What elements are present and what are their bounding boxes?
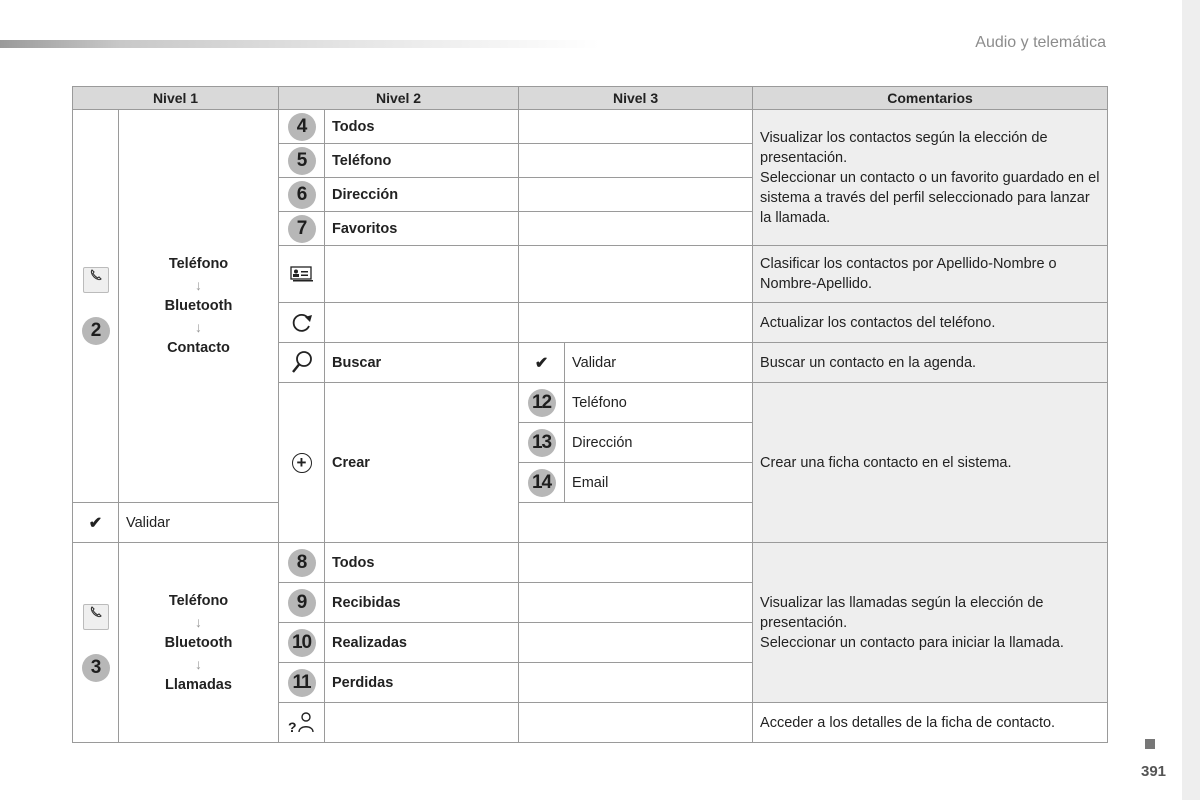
level2-label: Todos xyxy=(325,110,519,144)
comment-cell xyxy=(753,343,1108,383)
step-badge-3: 3 xyxy=(82,654,110,682)
checkmark-icon: ✔ xyxy=(73,503,119,543)
refresh-icon xyxy=(289,311,315,335)
page-edge-strip xyxy=(1182,0,1200,800)
path-step: Bluetooth xyxy=(164,634,233,651)
level3-empty xyxy=(519,623,753,663)
table-row xyxy=(73,543,1108,583)
level3-empty xyxy=(519,178,753,212)
magnifier-icon xyxy=(290,350,314,376)
level1-path-cell xyxy=(119,110,279,503)
header-nivel-3: Nivel 3 xyxy=(519,87,753,110)
path-step: Llamadas xyxy=(165,676,232,693)
step-badge-6: 6 xyxy=(288,181,316,209)
level2-label: Perdidas xyxy=(325,663,519,703)
navigation-path xyxy=(126,254,271,358)
level3-empty xyxy=(519,144,753,178)
comment-cell xyxy=(753,383,1108,543)
arrow-down-icon: ↓ xyxy=(195,319,202,335)
level3-label: Teléfono xyxy=(565,383,753,423)
phone-icon xyxy=(83,267,109,293)
level3-empty xyxy=(519,703,753,743)
arrow-down-icon: ↓ xyxy=(195,277,202,293)
header-nivel-2: Nivel 2 xyxy=(279,87,519,110)
step-badge-4: 4 xyxy=(288,113,316,141)
path-step: Contacto xyxy=(167,340,230,356)
comment-cell xyxy=(753,703,1108,743)
contact-card-icon xyxy=(290,266,314,282)
step-badge-2: 2 xyxy=(82,317,110,345)
navigation-path xyxy=(126,591,271,695)
comment-cell xyxy=(753,303,1108,343)
comment-text: Clasificar los contactos por Apellido-Nombre o Nombre-Apellido. xyxy=(760,256,1057,292)
comment-text: Buscar un contacto en la agenda. xyxy=(760,354,977,371)
level2-label: Crear xyxy=(325,383,519,543)
comment-cell xyxy=(753,110,1108,246)
level1-path-cell xyxy=(119,543,279,743)
plus-circle-icon: + xyxy=(292,453,312,473)
comment-text: Acceder a los detalles de la ficha de contacto. xyxy=(760,714,1056,731)
step-badge-14: 14 xyxy=(528,469,556,497)
add-icon-cell xyxy=(279,383,325,543)
level3-label: Dirección xyxy=(565,423,753,463)
level2-empty xyxy=(325,303,519,343)
step-badge-10: 10 xyxy=(288,629,316,657)
level2-label: Realizadas xyxy=(325,623,519,663)
header-comentarios: Comentarios xyxy=(753,87,1108,110)
level1-icon-cell xyxy=(73,110,119,503)
level3-label: Email xyxy=(565,463,753,503)
arrow-down-icon: ↓ xyxy=(195,613,202,630)
level2-empty xyxy=(325,703,519,743)
table-header-row xyxy=(73,87,1108,110)
step-badge-5: 5 xyxy=(288,147,316,175)
level3-empty xyxy=(519,663,753,703)
details-icon-cell xyxy=(279,703,325,743)
table-row xyxy=(73,110,1108,144)
section-end-marker xyxy=(1145,739,1155,749)
step-badge-9: 9 xyxy=(288,589,316,617)
level2-label: Favoritos xyxy=(325,212,519,246)
contact-details-icon xyxy=(287,710,317,736)
step-badge-13: 13 xyxy=(528,429,556,457)
comment-text: Actualizar los contactos del teléfono. xyxy=(760,314,996,331)
header-gradient-bar xyxy=(0,40,600,48)
path-step: Teléfono xyxy=(168,592,229,609)
level2-label: Todos xyxy=(325,543,519,583)
level3-empty xyxy=(519,110,753,144)
level2-label: Buscar xyxy=(325,343,519,383)
header-nivel-1: Nivel 1 xyxy=(73,87,279,110)
level3-label: Validar xyxy=(565,343,753,383)
level3-empty xyxy=(519,246,753,303)
comment-text: Visualizar los contactos según la elección de presentación. Seleccionar un contacto o un favorito guardado en el sistema a través del perfil seleccionado para lanzar la llamada. xyxy=(760,129,1100,226)
comment-text: Crear una ficha contacto en el sistema. xyxy=(760,454,1012,471)
level3-empty xyxy=(519,543,753,583)
comment-text: Visualizar las llamadas según la elección de presentación. Seleccionar un contacto para iniciar la llamada. xyxy=(760,594,1064,651)
sort-icon-cell xyxy=(279,246,325,303)
svg-text:?: ? xyxy=(287,718,297,735)
level3-empty xyxy=(519,583,753,623)
refresh-icon-cell xyxy=(279,303,325,343)
level3-empty xyxy=(519,303,753,343)
step-badge-8: 8 xyxy=(288,549,316,577)
menu-table xyxy=(72,86,1108,743)
path-step: Bluetooth xyxy=(164,298,233,314)
path-step: Teléfono xyxy=(168,256,229,272)
phone-icon xyxy=(83,604,109,630)
step-badge-7: 7 xyxy=(288,215,316,243)
section-title: Audio y telemática xyxy=(975,34,1106,51)
level2-label: Dirección xyxy=(325,178,519,212)
level1-icon-cell xyxy=(73,543,119,743)
level2-label: Recibidas xyxy=(325,583,519,623)
checkmark-icon: ✔ xyxy=(519,343,565,383)
step-badge-12: 12 xyxy=(528,389,556,417)
level3-label: Validar xyxy=(119,503,279,543)
arrow-down-icon: ↓ xyxy=(195,655,202,672)
level3-empty xyxy=(519,212,753,246)
step-badge-11: 11 xyxy=(288,669,316,697)
page-number: 391 xyxy=(1141,763,1167,780)
comment-cell xyxy=(753,246,1108,303)
search-icon-cell xyxy=(279,343,325,383)
level2-empty xyxy=(325,246,519,303)
comment-cell xyxy=(753,543,1108,703)
level2-label: Teléfono xyxy=(325,144,519,178)
